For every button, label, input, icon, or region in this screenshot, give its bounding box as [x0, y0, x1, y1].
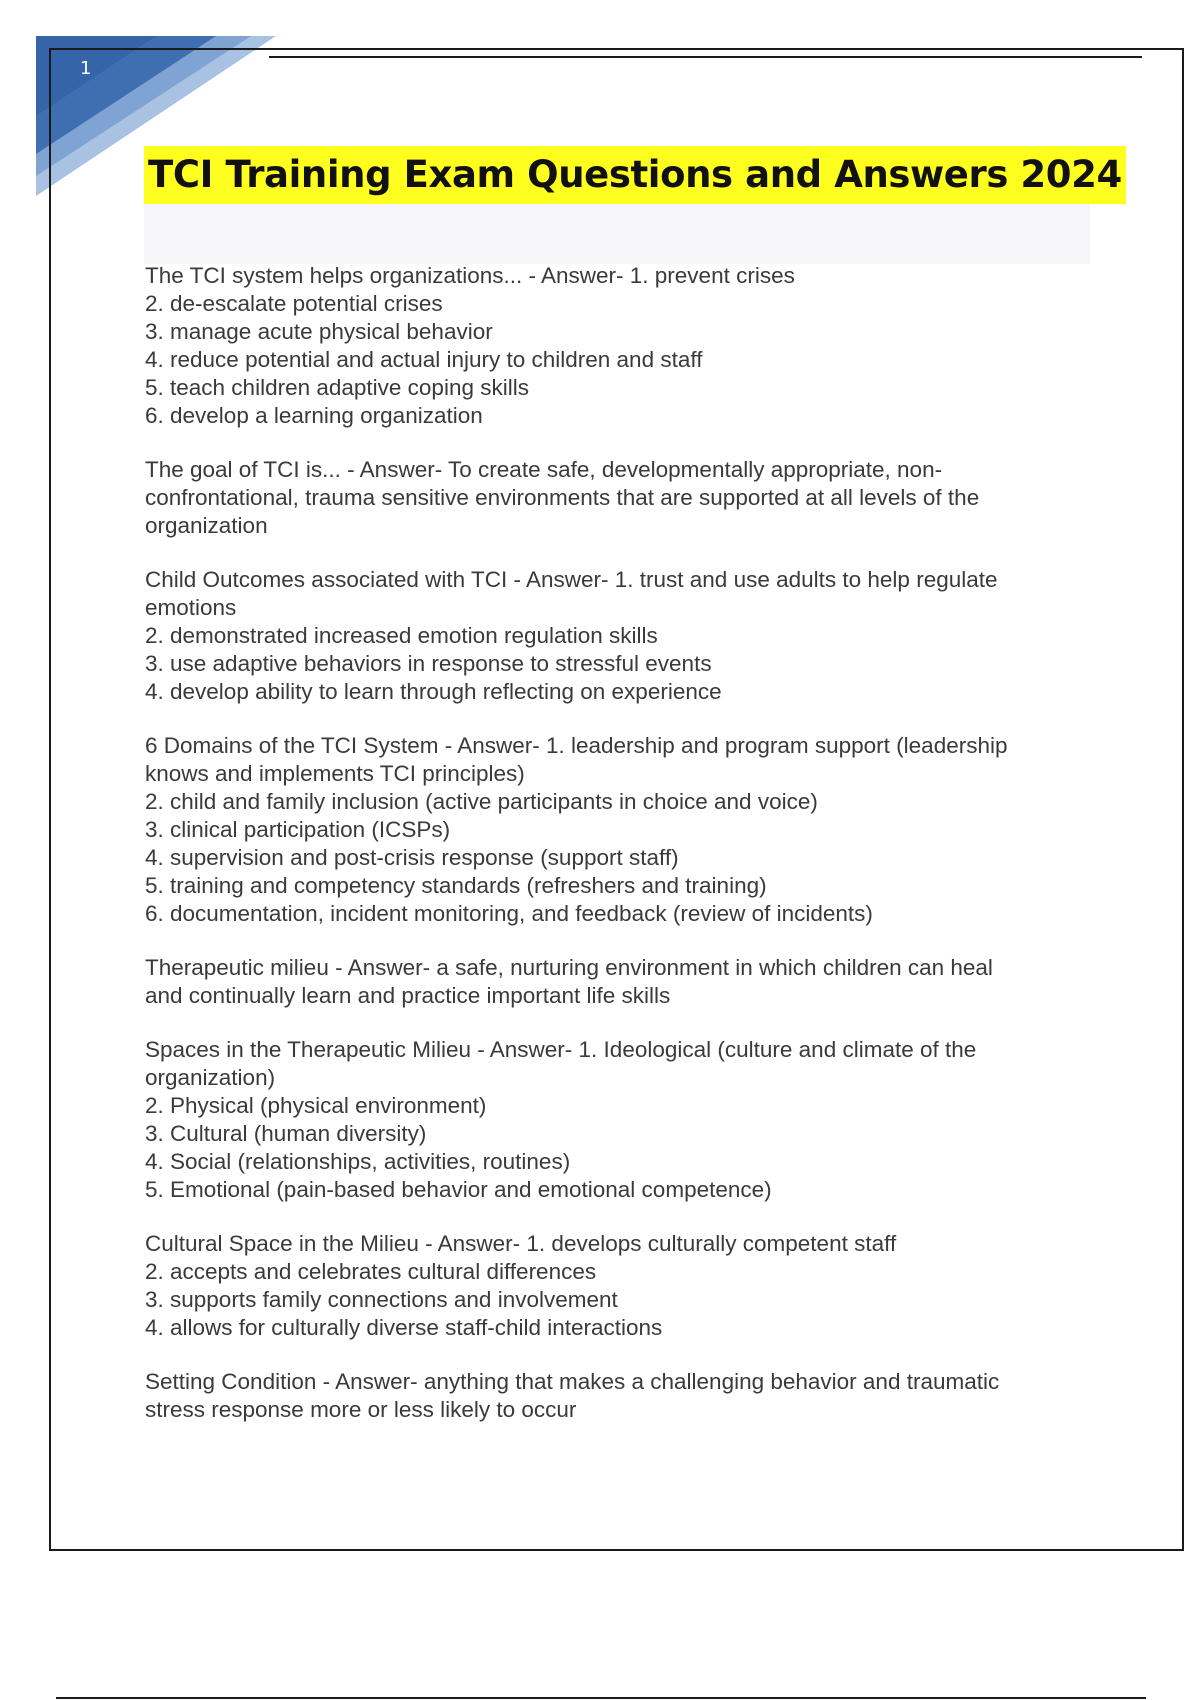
answer-line: 3. Cultural (human diversity) [145, 1121, 427, 1146]
answer-line: 3. manage acute physical behavior [145, 319, 493, 344]
answer-line: 4. allows for culturally diverse staff-child interactions [145, 1315, 663, 1340]
header-rule [269, 56, 1142, 58]
answer-line: 2. Physical (physical environment) [145, 1093, 487, 1118]
qa-item [145, 1368, 1090, 1424]
qa-item [145, 954, 1090, 1010]
answer-line: organization [145, 513, 268, 538]
answer-line: confrontational, trauma sensitive environments that are supported at all levels of the [145, 485, 980, 510]
answer-line: 2. demonstrated increased emotion regulation skills [145, 623, 658, 648]
answer-line: 6. documentation, incident monitoring, and feedback (review of incidents) [145, 901, 873, 926]
answer-line: emotions [145, 595, 237, 620]
answer-line: 5. training and competency standards (refreshers and training) [145, 873, 767, 898]
answer-line: 5. Emotional (pain-based behavior and emotional competence) [145, 1177, 772, 1202]
question-line: 6 Domains of the TCI System - Answer- 1. leadership and program support (leadership [145, 733, 1008, 758]
footer-rule [56, 1697, 1146, 1699]
answer-line: 3. supports family connections and involvement [145, 1287, 618, 1312]
answer-line: and continually learn and practice important life skills [145, 983, 671, 1008]
answer-line: 4. supervision and post-crisis response (support staff) [145, 845, 679, 870]
answer-line: 5. teach children adaptive coping skills [145, 375, 529, 400]
question-line: Therapeutic milieu - Answer- a safe, nurturing environment in which children can heal [145, 955, 993, 980]
qa-item [145, 1036, 1090, 1204]
question-line: The TCI system helps organizations... - Answer- 1. prevent crises [145, 263, 795, 288]
answer-line: stress response more or less likely to occur [145, 1397, 577, 1422]
page-number: 1 [80, 58, 92, 79]
answer-line: 6. develop a learning organization [145, 403, 483, 428]
qa-item [145, 732, 1090, 928]
question-line: Setting Condition - Answer- anything that makes a challenging behavior and traumatic [145, 1369, 1000, 1394]
answer-line: 2. de-escalate potential crises [145, 291, 443, 316]
document-title: TCI Training Exam Questions and Answers 2024 [144, 146, 1126, 204]
answer-line: 3. use adaptive behaviors in response to stressful events [145, 651, 712, 676]
qa-item [145, 456, 1090, 540]
answer-line: 4. Social (relationships, activities, routines) [145, 1149, 571, 1174]
question-line: Child Outcomes associated with TCI - Answer- 1. trust and use adults to help regulate [145, 567, 998, 592]
answer-line: knows and implements TCI principles) [145, 761, 525, 786]
question-line: Cultural Space in the Milieu - Answer- 1. develops culturally competent staff [145, 1231, 897, 1256]
qa-item [145, 566, 1090, 706]
qa-list [145, 262, 1090, 1450]
qa-item [145, 1230, 1090, 1342]
answer-line: 4. reduce potential and actual injury to children and staff [145, 347, 703, 372]
answer-line: organization) [145, 1065, 276, 1090]
question-line: The goal of TCI is... - Answer- To create safe, developmentally appropriate, non- [145, 457, 943, 482]
question-line: Spaces in the Therapeutic Milieu - Answer- 1. Ideological (culture and climate of the [145, 1037, 977, 1062]
title-block [144, 146, 1122, 264]
answer-line: 3. clinical participation (ICSPs) [145, 817, 451, 842]
qa-item [145, 262, 1090, 430]
answer-line: 4. develop ability to learn through reflecting on experience [145, 679, 722, 704]
answer-line: 2. child and family inclusion (active participants in choice and voice) [145, 789, 818, 814]
answer-line: 2. accepts and celebrates cultural differences [145, 1259, 597, 1284]
